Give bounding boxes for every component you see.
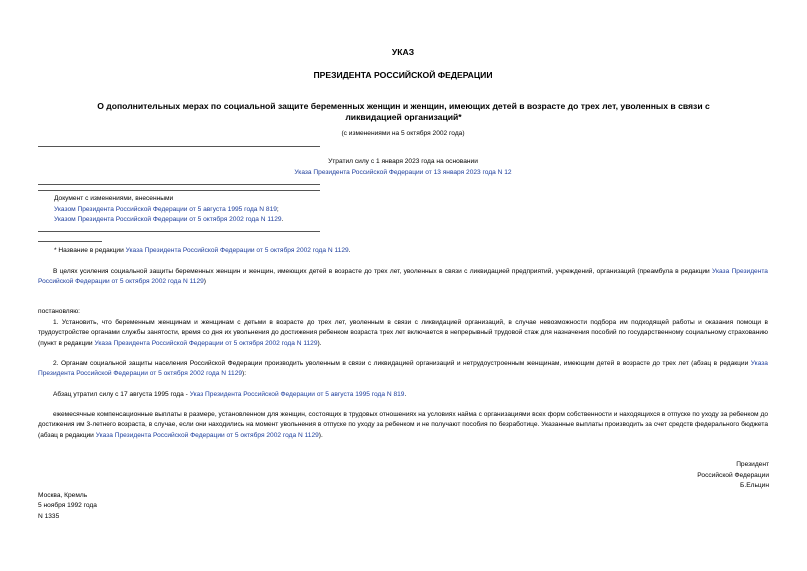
- void-notice: Утратил силу с 1 января 2023 года на основании: [328, 158, 478, 165]
- payments-text: ежемесячные компенсационные выплаты в размере, установленном для женщин, состоящих в трудовых отношениях на условиях найма с организациями всех форм собственности и находящихся в отпуске по уходу за ребенком до достижения им 3-летнего возраста, в случае, если они находились на момент увольнения в отпуске по уходу за ребенком и не получают пособия по безработице. Указанные выплаты производить за счет средств федерального бюджета (абзац в редакции: [38, 411, 768, 439]
- preamble-text: В целях усиления социальной защиты беременных женщин и женщин, имеющих детей в возрасте до трех лет, уволенных в связи с ликвидацией предприятий, учреждений, организаций (преамбула в редакции: [53, 268, 710, 275]
- payments-link[interactable]: Указа Президента Российской Федерации от 5 октября 2002 года N 1129: [95, 431, 319, 439]
- amendment-link-2002[interactable]: Указом Президента Российской Федерации от 5 октября 2002 года N 1129: [54, 216, 282, 223]
- abzac-void-link[interactable]: Указ Президента Российской Федерации от 5 августа 1995 года N 819: [189, 391, 405, 398]
- amendment-entry: Указом Президента Российской Федерации от 5 октября 2002 года N 1129.: [54, 216, 284, 223]
- divider: [38, 190, 320, 191]
- abzac-void-tail: .: [404, 391, 407, 398]
- footnote-text: * Название в редакции: [54, 247, 124, 254]
- payments-tail: ).: [318, 431, 323, 439]
- decree-title: УКАЗ: [391, 47, 415, 57]
- decree-issuer: ПРЕЗИДЕНТА РОССИЙСКОЙ ФЕДЕРАЦИИ: [313, 70, 493, 80]
- payments: [38, 410, 768, 441]
- divider: [38, 184, 320, 185]
- item-1-tail: ).: [317, 339, 322, 347]
- divider: [38, 231, 320, 232]
- item-2-text: 2. Органам социальной защиты населения Российской Федерации производить уволенным в связи с ликвидацией организаций и нетрудоустроенным женщинам, имеющим детей в возрасте до трех лет (абзац в редакции: [53, 360, 749, 367]
- amendments-intro: Документ с изменениями, внесенными: [54, 195, 174, 202]
- item-1: [38, 318, 768, 349]
- decree-number: N 1335: [38, 513, 60, 520]
- document-heading: О дополнительных мерах по социальной защите беременных женщин и женщин, имеющих детей в возрасте до трех лет, уволенных в связи с ликвидацией организаций*: [97, 101, 710, 122]
- place: Москва, Кремль: [38, 492, 88, 499]
- item-2-link[interactable]: Указа Президента Российской Федерации от 5 октября 2002 года N 1129: [38, 360, 768, 378]
- amendment-entry: Указом Президента Российской Федерации от 5 августа 1995 года N 819;: [54, 206, 279, 213]
- signature-title: Президент: [736, 461, 769, 468]
- preamble-link[interactable]: Указа Президента Российской Федерации от 5 октября 2002 года N 1129: [38, 268, 768, 286]
- item-1-link[interactable]: Указа Президента Российской Федерации от 5 октября 2002 года N 1129: [94, 339, 318, 347]
- amendment-link-1995[interactable]: Указом Президента Российской Федерации от 5 августа 1995 года N 819: [54, 206, 277, 213]
- void-notice-link[interactable]: Указа Президента Российской Федерации от 13 января 2023 года N 12: [294, 169, 512, 176]
- item-2: [38, 359, 768, 380]
- abzac-void: [38, 390, 768, 400]
- signature-country: Российской Федерации: [697, 472, 769, 479]
- abzac-void-text: Абзац утратил силу с 17 августа 1995 года -: [53, 391, 188, 398]
- footnote-link[interactable]: Указа Президента Российской Федерации от 5 октября 2002 года N 1129: [125, 247, 349, 254]
- edition-note: (с изменениями на 5 октября 2002 года): [341, 130, 465, 137]
- divider: [38, 146, 320, 147]
- decree-word: постановляю:: [38, 308, 81, 315]
- footnote-divider: [38, 241, 102, 242]
- preamble-tail: ): [203, 278, 206, 286]
- footnote: * Название в редакции Указа Президента Российской Федерации от 5 октября 2002 года N 1129.: [54, 247, 351, 254]
- item-2-tail: ):: [242, 370, 247, 378]
- signature-name: Б.Ельцин: [740, 482, 769, 489]
- item-1-text: 1. Установить, что беременным женщинам и женщинам с детьми в возрасте до трех лет, уволенным в связи с ликвидацией организаций, в случае невозможности подбора им подходящей работы и оказания помощи в трудоустройстве органами службы занятости, время со дня их увольнения до достижения ребенком возраста трех лет включается в непрерывный трудовой стаж для назначения пособий по государственному социальному страхованию (пункт в редакции: [38, 319, 768, 347]
- preamble: [38, 267, 768, 288]
- date: 5 ноября 1992 года: [38, 502, 97, 509]
